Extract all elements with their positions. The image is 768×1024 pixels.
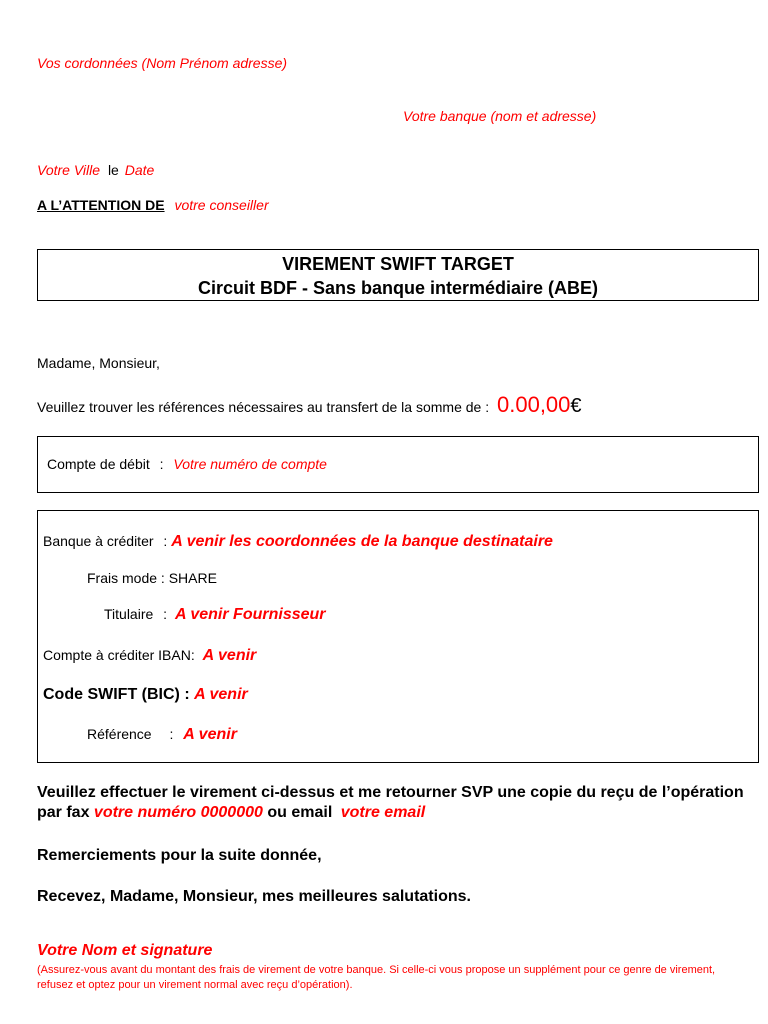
amount-value: 0.00,00 (497, 392, 571, 417)
swift-value: A venir (194, 686, 248, 703)
debit-label: Compte de débit (47, 456, 150, 472)
account-value: A venir (202, 647, 257, 664)
debit-sep: : (159, 456, 164, 472)
le-word: le (107, 162, 119, 178)
or-email-text: ou email (267, 804, 333, 821)
title-line-1: VIREMENT SWIFT TARGET (282, 254, 514, 274)
account-row (43, 647, 256, 665)
holder-row (104, 606, 326, 624)
debit-row (47, 456, 327, 472)
intro-text: Veuillez trouver les références nécessaires au transfert de la somme de : (37, 399, 490, 415)
bank-row (43, 533, 553, 551)
ref-label: Référence (87, 726, 152, 742)
account-label: Compte à créditer IBAN: (43, 647, 195, 663)
title-line-2: Circuit BDF - Sans banque intermédiaire (ABE) (197, 278, 599, 298)
attention-line (37, 197, 269, 213)
holder-sep: : (163, 606, 168, 622)
bank-placeholder: Votre banque (nom et adresse) (403, 108, 597, 124)
city-date-line (37, 162, 154, 178)
city-placeholder: Votre Ville (37, 162, 101, 178)
swift-row (43, 686, 248, 704)
debit-value: Votre numéro de compte (173, 456, 327, 472)
attention-label: A L’ATTENTION DE (37, 197, 165, 213)
intro-line (37, 392, 582, 418)
salutation-line: Recevez, Madame, Monsieur, mes meilleures salutations. (37, 888, 471, 905)
ref-row (87, 726, 237, 744)
currency-symbol: € (570, 395, 582, 417)
bank-label: Banque à créditer (43, 533, 154, 549)
fees-note: (Assurez-vous avant du montant des frais de virement de votre banque. Si celle-ci vous propose un supplément pour ce genre de virement, refusez et optez pour un virement normal avec reçu d’opération). (37, 964, 716, 991)
greeting: Madame, Monsieur, (37, 355, 160, 371)
title-box (37, 249, 759, 301)
bank-sep: : (163, 533, 168, 549)
ref-value: A venir (183, 726, 237, 743)
swift-label: Code SWIFT (BIC) : (43, 686, 190, 703)
sender-placeholder: Vos cordonnées (Nom Prénom adresse) (37, 55, 288, 71)
request-text: Veuillez effectuer le virement ci-dessus et me retourner SVP une copie du reçu de l’opération par fax (37, 784, 744, 821)
advisor-placeholder: votre conseiller (174, 197, 269, 213)
fax-placeholder: votre numéro 0000000 (93, 804, 263, 821)
bank-value: A venir les coordonnées de la banque destinataire (171, 533, 553, 550)
email-placeholder: votre email (340, 804, 426, 821)
ref-sep: : (169, 726, 174, 742)
signature-placeholder: Votre Nom et signature (37, 942, 213, 959)
holder-value: A venir Fournisseur (174, 606, 326, 623)
fees-row: Frais mode : SHARE (87, 570, 217, 586)
holder-label: Titulaire (104, 606, 154, 622)
request-paragraph (37, 783, 757, 823)
date-placeholder: Date (124, 162, 155, 178)
thanks-line: Remerciements pour la suite donnée, (37, 847, 322, 864)
